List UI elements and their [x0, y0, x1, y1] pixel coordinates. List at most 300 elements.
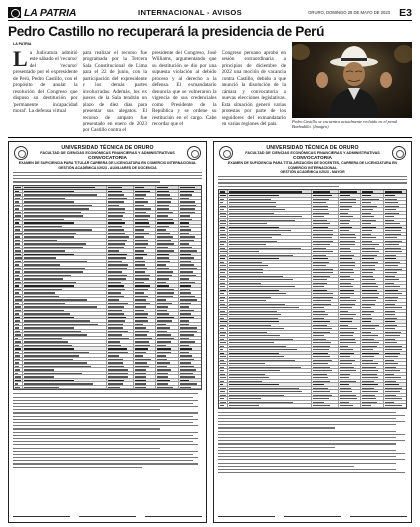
- notice-university: UNIVERSIDAD TÉCNICA DE ORURO: [61, 145, 154, 151]
- text-line: [157, 268, 169, 269]
- table-cell: [179, 235, 201, 238]
- text-line: [340, 290, 354, 291]
- text-line: [340, 286, 354, 287]
- table-cell: [14, 249, 23, 252]
- text-line: [385, 244, 399, 245]
- text-line: [108, 348, 127, 349]
- table-cell: [107, 358, 133, 361]
- table-cell: [23, 235, 107, 238]
- table-cell: [228, 380, 312, 383]
- text-line: [135, 387, 146, 388]
- text-line: [135, 219, 148, 220]
- notice-requirements: [218, 412, 407, 474]
- table-cell: [134, 323, 156, 326]
- text-line: [108, 264, 127, 265]
- table-cell: [219, 229, 228, 232]
- text-line: [220, 244, 224, 245]
- table-cell: [134, 344, 156, 347]
- text-line: [313, 367, 329, 368]
- table-cell: [179, 344, 201, 347]
- subjects-table: [218, 189, 407, 409]
- table-cell: [219, 219, 228, 222]
- text-line: [15, 285, 19, 286]
- table-cell: [361, 352, 383, 355]
- table-cell: [384, 404, 406, 407]
- text-line: [229, 297, 271, 298]
- text-line: [13, 435, 193, 436]
- text-line: [180, 240, 195, 241]
- text-line: [313, 342, 330, 343]
- table-cell: [156, 291, 178, 294]
- table-cell: [107, 340, 133, 343]
- table-cell: [312, 271, 338, 274]
- table-cell: [107, 256, 133, 259]
- text-line: [313, 241, 333, 242]
- text-line: [24, 359, 73, 360]
- text-line: [340, 191, 357, 193]
- table-cell: [361, 313, 383, 316]
- table-cell: [228, 317, 312, 320]
- text-line: [340, 318, 353, 319]
- table-cell: [312, 334, 338, 337]
- text-line: [157, 194, 169, 195]
- text-line: [229, 405, 258, 406]
- table-cell: [134, 256, 156, 259]
- table-cell: [312, 233, 338, 236]
- table-cell: [219, 348, 228, 351]
- text-line: [362, 269, 375, 270]
- table-cell: [228, 401, 312, 404]
- text-line: [340, 300, 356, 301]
- table-cell: [156, 309, 178, 312]
- text-line: [108, 338, 128, 339]
- table-cell: [384, 190, 406, 193]
- table-cell: [156, 256, 178, 259]
- text-line: [220, 297, 225, 298]
- table-cell: [23, 256, 107, 259]
- table-cell: [384, 240, 406, 243]
- table-cell: [384, 313, 406, 316]
- table-cell: [312, 383, 338, 386]
- text-line: [157, 208, 169, 209]
- table-cell: [384, 317, 406, 320]
- text-line: [229, 234, 281, 235]
- text-line: [313, 402, 323, 403]
- article-photo: [292, 42, 412, 118]
- text-line: [340, 269, 354, 270]
- table-cell: [228, 268, 312, 271]
- text-line: [135, 296, 148, 297]
- table-cell: [384, 355, 406, 358]
- text-line: [385, 202, 398, 203]
- table-cell: [134, 298, 156, 301]
- table-cell: [384, 254, 406, 257]
- table-row: [14, 386, 201, 390]
- table-cell: [339, 247, 361, 250]
- text-line: [340, 199, 356, 200]
- text-line: [313, 220, 326, 221]
- table-cell: [228, 198, 312, 201]
- text-line: [313, 213, 328, 214]
- text-line: [180, 359, 195, 360]
- table-cell: [14, 358, 23, 361]
- text-line: [220, 321, 227, 322]
- text-line: [220, 353, 224, 354]
- table-cell: [134, 316, 156, 319]
- text-line: [340, 265, 355, 266]
- notice-exam: EXAMEN DE SUFICIENCIA PARA TITULAR CARRERA DE LICENCIATURA EN COMERCIO INTERNACIONAL: [18, 161, 197, 166]
- text-line: [180, 191, 195, 192]
- text-line: [313, 293, 332, 294]
- text-line: [15, 317, 20, 318]
- text-line: [24, 362, 87, 363]
- table-cell: [312, 208, 338, 211]
- text-line: [180, 226, 190, 227]
- text-line: [157, 271, 173, 272]
- table-cell: [179, 295, 201, 298]
- table-cell: [14, 372, 23, 375]
- text-line: [108, 233, 125, 234]
- table-cell: [23, 204, 107, 207]
- table-cell: [179, 330, 201, 333]
- text-line: [135, 229, 144, 230]
- table-cell: [134, 200, 156, 203]
- table-cell: [156, 277, 178, 280]
- dateline: ORURO, DOMINGO 28 DE MAYO DE 2023: [308, 10, 390, 15]
- text-line: [220, 377, 226, 378]
- text-line: [385, 279, 399, 280]
- table-cell: [107, 386, 133, 389]
- text-line: [15, 205, 20, 206]
- text-line: [362, 202, 371, 203]
- text-line: [229, 255, 293, 256]
- table-cell: [134, 225, 156, 228]
- table-cell: [361, 278, 383, 281]
- text-line: [362, 402, 377, 403]
- text-line: [313, 206, 328, 207]
- table-cell: [312, 268, 338, 271]
- table-cell: [361, 285, 383, 288]
- text-line: [220, 314, 227, 315]
- table-cell: [339, 324, 361, 327]
- text-line: [385, 286, 401, 287]
- text-line: [135, 352, 146, 353]
- text-line: [135, 240, 149, 241]
- table-cell: [134, 242, 156, 245]
- text-line: [157, 366, 167, 367]
- text-line: [385, 349, 403, 350]
- text-line: [157, 310, 166, 311]
- table-cell: [219, 334, 228, 337]
- text-line: [108, 366, 123, 367]
- table-cell: [107, 375, 133, 378]
- table-cell: [312, 222, 338, 225]
- table-cell: [23, 302, 107, 305]
- text-line: [24, 240, 57, 241]
- text-line: [220, 209, 224, 210]
- text-line: [340, 314, 357, 315]
- table-cell: [14, 207, 23, 210]
- text-line: [340, 332, 355, 333]
- table-cell: [219, 352, 228, 355]
- article-headline: Pedro Castillo no recuperará la presidencia de Perú: [8, 24, 325, 39]
- text-line: [15, 289, 21, 290]
- table-cell: [228, 236, 312, 239]
- notice-exam: EXAMEN DE SUFICIENCIA PARA TITULARIZACIÓN DE DOCENTES, CARRERA DE LICENCIATURA EN COMERCIO INTERNACIONAL: [228, 161, 397, 170]
- text-line: [108, 271, 121, 272]
- text-line: [229, 332, 267, 333]
- table-cell: [339, 369, 361, 372]
- text-line: [362, 367, 376, 368]
- table-cell: [339, 310, 361, 313]
- text-line: [362, 325, 379, 326]
- text-line: [229, 241, 276, 242]
- text-line: [15, 296, 21, 297]
- text-line: [108, 194, 123, 195]
- text-line: [340, 391, 352, 392]
- table-cell: [339, 380, 361, 383]
- table-cell: [339, 387, 361, 390]
- table-cell: [361, 257, 383, 260]
- table-cell: [361, 247, 383, 250]
- table-cell: [339, 313, 361, 316]
- table-cell: [23, 351, 107, 354]
- text-line: [220, 220, 226, 221]
- table-cell: [361, 348, 383, 351]
- text-line: [362, 353, 378, 354]
- text-line: [313, 405, 329, 406]
- table-cell: [23, 221, 107, 224]
- table-cell: [23, 263, 107, 266]
- text-line: [362, 244, 379, 245]
- text-line: [15, 240, 20, 241]
- table-cell: [14, 267, 23, 270]
- text-line: [24, 387, 59, 388]
- table-cell: [134, 312, 156, 315]
- text-line: [385, 290, 399, 291]
- text-line: [362, 377, 378, 378]
- table-cell: [156, 326, 178, 329]
- text-line: [180, 369, 197, 370]
- text-line: [385, 248, 402, 249]
- table-cell: [219, 338, 228, 341]
- text-line: [108, 243, 124, 244]
- table-cell: [339, 275, 361, 278]
- text-line: [180, 208, 196, 209]
- table-cell: [14, 256, 23, 259]
- table-cell: [384, 397, 406, 400]
- text-line: [24, 187, 94, 189]
- text-line: [362, 384, 378, 385]
- table-cell: [107, 232, 133, 235]
- text-line: [229, 381, 262, 382]
- text-line: [24, 254, 74, 255]
- table-cell: [312, 278, 338, 281]
- table-cell: [179, 379, 201, 382]
- table-cell: [23, 323, 107, 326]
- table-cell: [361, 373, 383, 376]
- text-line: [229, 251, 259, 252]
- text-line: [313, 356, 330, 357]
- text-line: [135, 191, 150, 192]
- table-cell: [339, 345, 361, 348]
- text-line: [218, 472, 405, 473]
- table-cell: [339, 278, 361, 281]
- text-line: [15, 201, 19, 202]
- text-line: [340, 402, 349, 403]
- text-line: [24, 236, 74, 237]
- text-line: [180, 373, 193, 374]
- text-line: [220, 283, 225, 284]
- text-line: [340, 244, 355, 245]
- text-line: [135, 359, 152, 360]
- text-line: [340, 304, 356, 305]
- table-cell: [361, 215, 383, 218]
- text-line: [24, 282, 75, 283]
- text-line: [24, 222, 74, 223]
- table-cell: [219, 362, 228, 365]
- table-cell: [228, 222, 312, 225]
- table-cell: [23, 326, 107, 329]
- text-line: [135, 205, 144, 206]
- table-cell: [312, 289, 338, 292]
- text-line: [108, 254, 127, 255]
- table-cell: [156, 267, 178, 270]
- table-cell: [23, 347, 107, 350]
- table-cell: [14, 214, 23, 217]
- table-cell: [23, 386, 107, 389]
- text-line: [340, 213, 349, 214]
- table-cell: [179, 316, 201, 319]
- page-number: E3: [399, 6, 412, 19]
- text-line: [24, 278, 63, 279]
- text-line: [385, 339, 395, 340]
- table-cell: [361, 366, 383, 369]
- text-line: [15, 324, 19, 325]
- table-cell: [312, 190, 338, 193]
- table-cell: [156, 337, 178, 340]
- table-cell: [361, 303, 383, 306]
- text-line: [385, 213, 400, 214]
- text-line: [135, 292, 144, 293]
- text-line: [362, 314, 371, 315]
- table-cell: [361, 271, 383, 274]
- text-line: [229, 342, 274, 343]
- text-line: [229, 395, 284, 396]
- text-line: [13, 441, 193, 442]
- text-line: [362, 283, 376, 284]
- table-cell: [179, 242, 201, 245]
- text-line: [385, 262, 401, 263]
- table-cell: [339, 338, 361, 341]
- text-line: [108, 282, 121, 283]
- text-line: [15, 212, 21, 213]
- text-line: [313, 209, 328, 210]
- text-line: [108, 373, 127, 374]
- text-line: [340, 325, 349, 326]
- text-line: [220, 191, 225, 193]
- masthead: [8, 5, 412, 21]
- text-line: [108, 359, 122, 360]
- table-cell: [219, 299, 228, 302]
- text-line: [180, 345, 189, 346]
- text-line: [24, 299, 87, 300]
- text-line: [220, 272, 225, 273]
- text-line: [218, 443, 396, 444]
- table-cell: [23, 368, 107, 371]
- text-line: [24, 208, 89, 209]
- text-line: [157, 373, 168, 374]
- table-cell: [134, 235, 156, 238]
- text-line: [340, 398, 357, 399]
- table-cell: [14, 218, 23, 221]
- table-cell: [23, 249, 107, 252]
- text-line: [220, 363, 226, 364]
- signature-3: [145, 516, 202, 518]
- text-line: [229, 202, 276, 203]
- text-line: [135, 334, 147, 335]
- table-cell: [361, 254, 383, 257]
- text-line: [220, 290, 226, 291]
- table-cell: [179, 284, 201, 287]
- table-cell: [228, 296, 312, 299]
- table-cell: [134, 260, 156, 263]
- text-line: [135, 198, 145, 199]
- text-line: [108, 352, 127, 353]
- text-line: [13, 457, 198, 458]
- text-line: [24, 268, 84, 269]
- table-cell: [107, 305, 133, 308]
- table-cell: [384, 247, 406, 250]
- table-cell: [134, 221, 156, 224]
- text-line: [218, 469, 396, 470]
- table-cell: [14, 186, 23, 189]
- table-cell: [384, 401, 406, 404]
- text-line: [218, 431, 396, 432]
- text-line: [180, 219, 193, 220]
- table-cell: [228, 341, 312, 344]
- table-cell: [179, 211, 201, 214]
- table-cell: [156, 197, 178, 200]
- text-line: [385, 300, 398, 301]
- table-cell: [14, 351, 23, 354]
- table-cell: [14, 323, 23, 326]
- text-line: [15, 191, 19, 192]
- table-cell: [156, 214, 178, 217]
- text-line: [180, 201, 196, 202]
- table-cell: [23, 365, 107, 368]
- table-cell: [339, 222, 361, 225]
- text-line: [135, 187, 144, 189]
- table-cell: [361, 387, 383, 390]
- table-cell: [361, 289, 383, 292]
- table-cell: [384, 296, 406, 299]
- text-line: [180, 198, 189, 199]
- table-cell: [384, 198, 406, 201]
- text-line: [180, 366, 194, 367]
- table-cell: [219, 327, 228, 330]
- text-line: [157, 278, 168, 279]
- text-line: [313, 237, 332, 238]
- table-cell: [156, 193, 178, 196]
- table-cell: [384, 359, 406, 362]
- table-cell: [339, 348, 361, 351]
- text-line: [180, 334, 194, 335]
- text-line: [157, 376, 168, 377]
- text-line: [385, 353, 401, 354]
- text-line: [313, 202, 326, 203]
- table-cell: [339, 264, 361, 267]
